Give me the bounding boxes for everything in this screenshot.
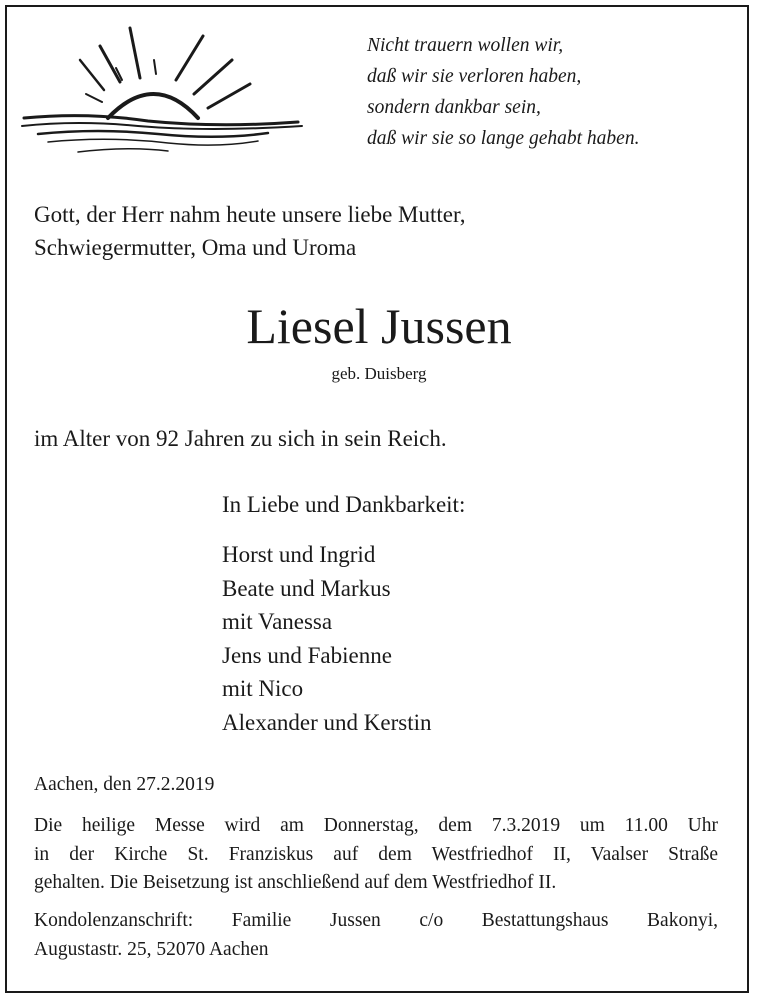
poem-line: daß wir sie so lange gehabt haben. [367,128,640,149]
poem-line: Nicht trauern wollen wir, [367,35,564,56]
family-member: Jens und Fabienne [222,642,392,668]
condolence-line: Augustastr. 25, 52070 Aachen [34,939,269,960]
mass-info [34,812,718,898]
poem-line: daß wir sie verloren haben, [367,66,582,87]
place-date: Aachen, den 27.2.2019 [34,774,215,795]
age-line: im Alter von 92 Jahren zu sich in sein Reich. [34,426,447,451]
condolence-address [34,906,718,964]
family-member: mit Vanessa [222,609,333,634]
intro-text [34,198,465,264]
maiden-name: geb. Duisberg [331,364,427,383]
mass-line: Die heilige Messe wird am Donnerstag, dem 7.3.2019 um 11.00 Uhr [34,815,718,836]
family-list [222,538,432,739]
poem [367,30,639,154]
condolence-line: Kondolenzanschrift: Familie Jussen c/o Bestattungshaus Bakonyi, [34,910,718,931]
sunrise-icon [18,22,308,162]
family-member: Beate und Markus [222,575,391,601]
mass-line: gehalten. Die Beisetzung ist anschließend auf dem Westfriedhof II. [34,872,557,893]
intro-line: Schwiegermutter, Oma und Uroma [34,235,357,260]
family-member: Horst und Ingrid [222,542,376,567]
family-member: Alexander und Kerstin [222,709,432,735]
mass-line: in der Kirche St. Franziskus auf dem Westfriedhof II, Vaalser Straße [34,843,718,865]
poem-line: sondern dankbar sein, [367,97,541,118]
thanks-heading: In Liebe und Dankbarkeit: [222,492,466,517]
intro-line: Gott, der Herr nahm heute unsere liebe Mutter, [34,202,466,227]
family-member: mit Nico [222,676,304,701]
deceased-name: Liesel Jussen [246,298,512,354]
